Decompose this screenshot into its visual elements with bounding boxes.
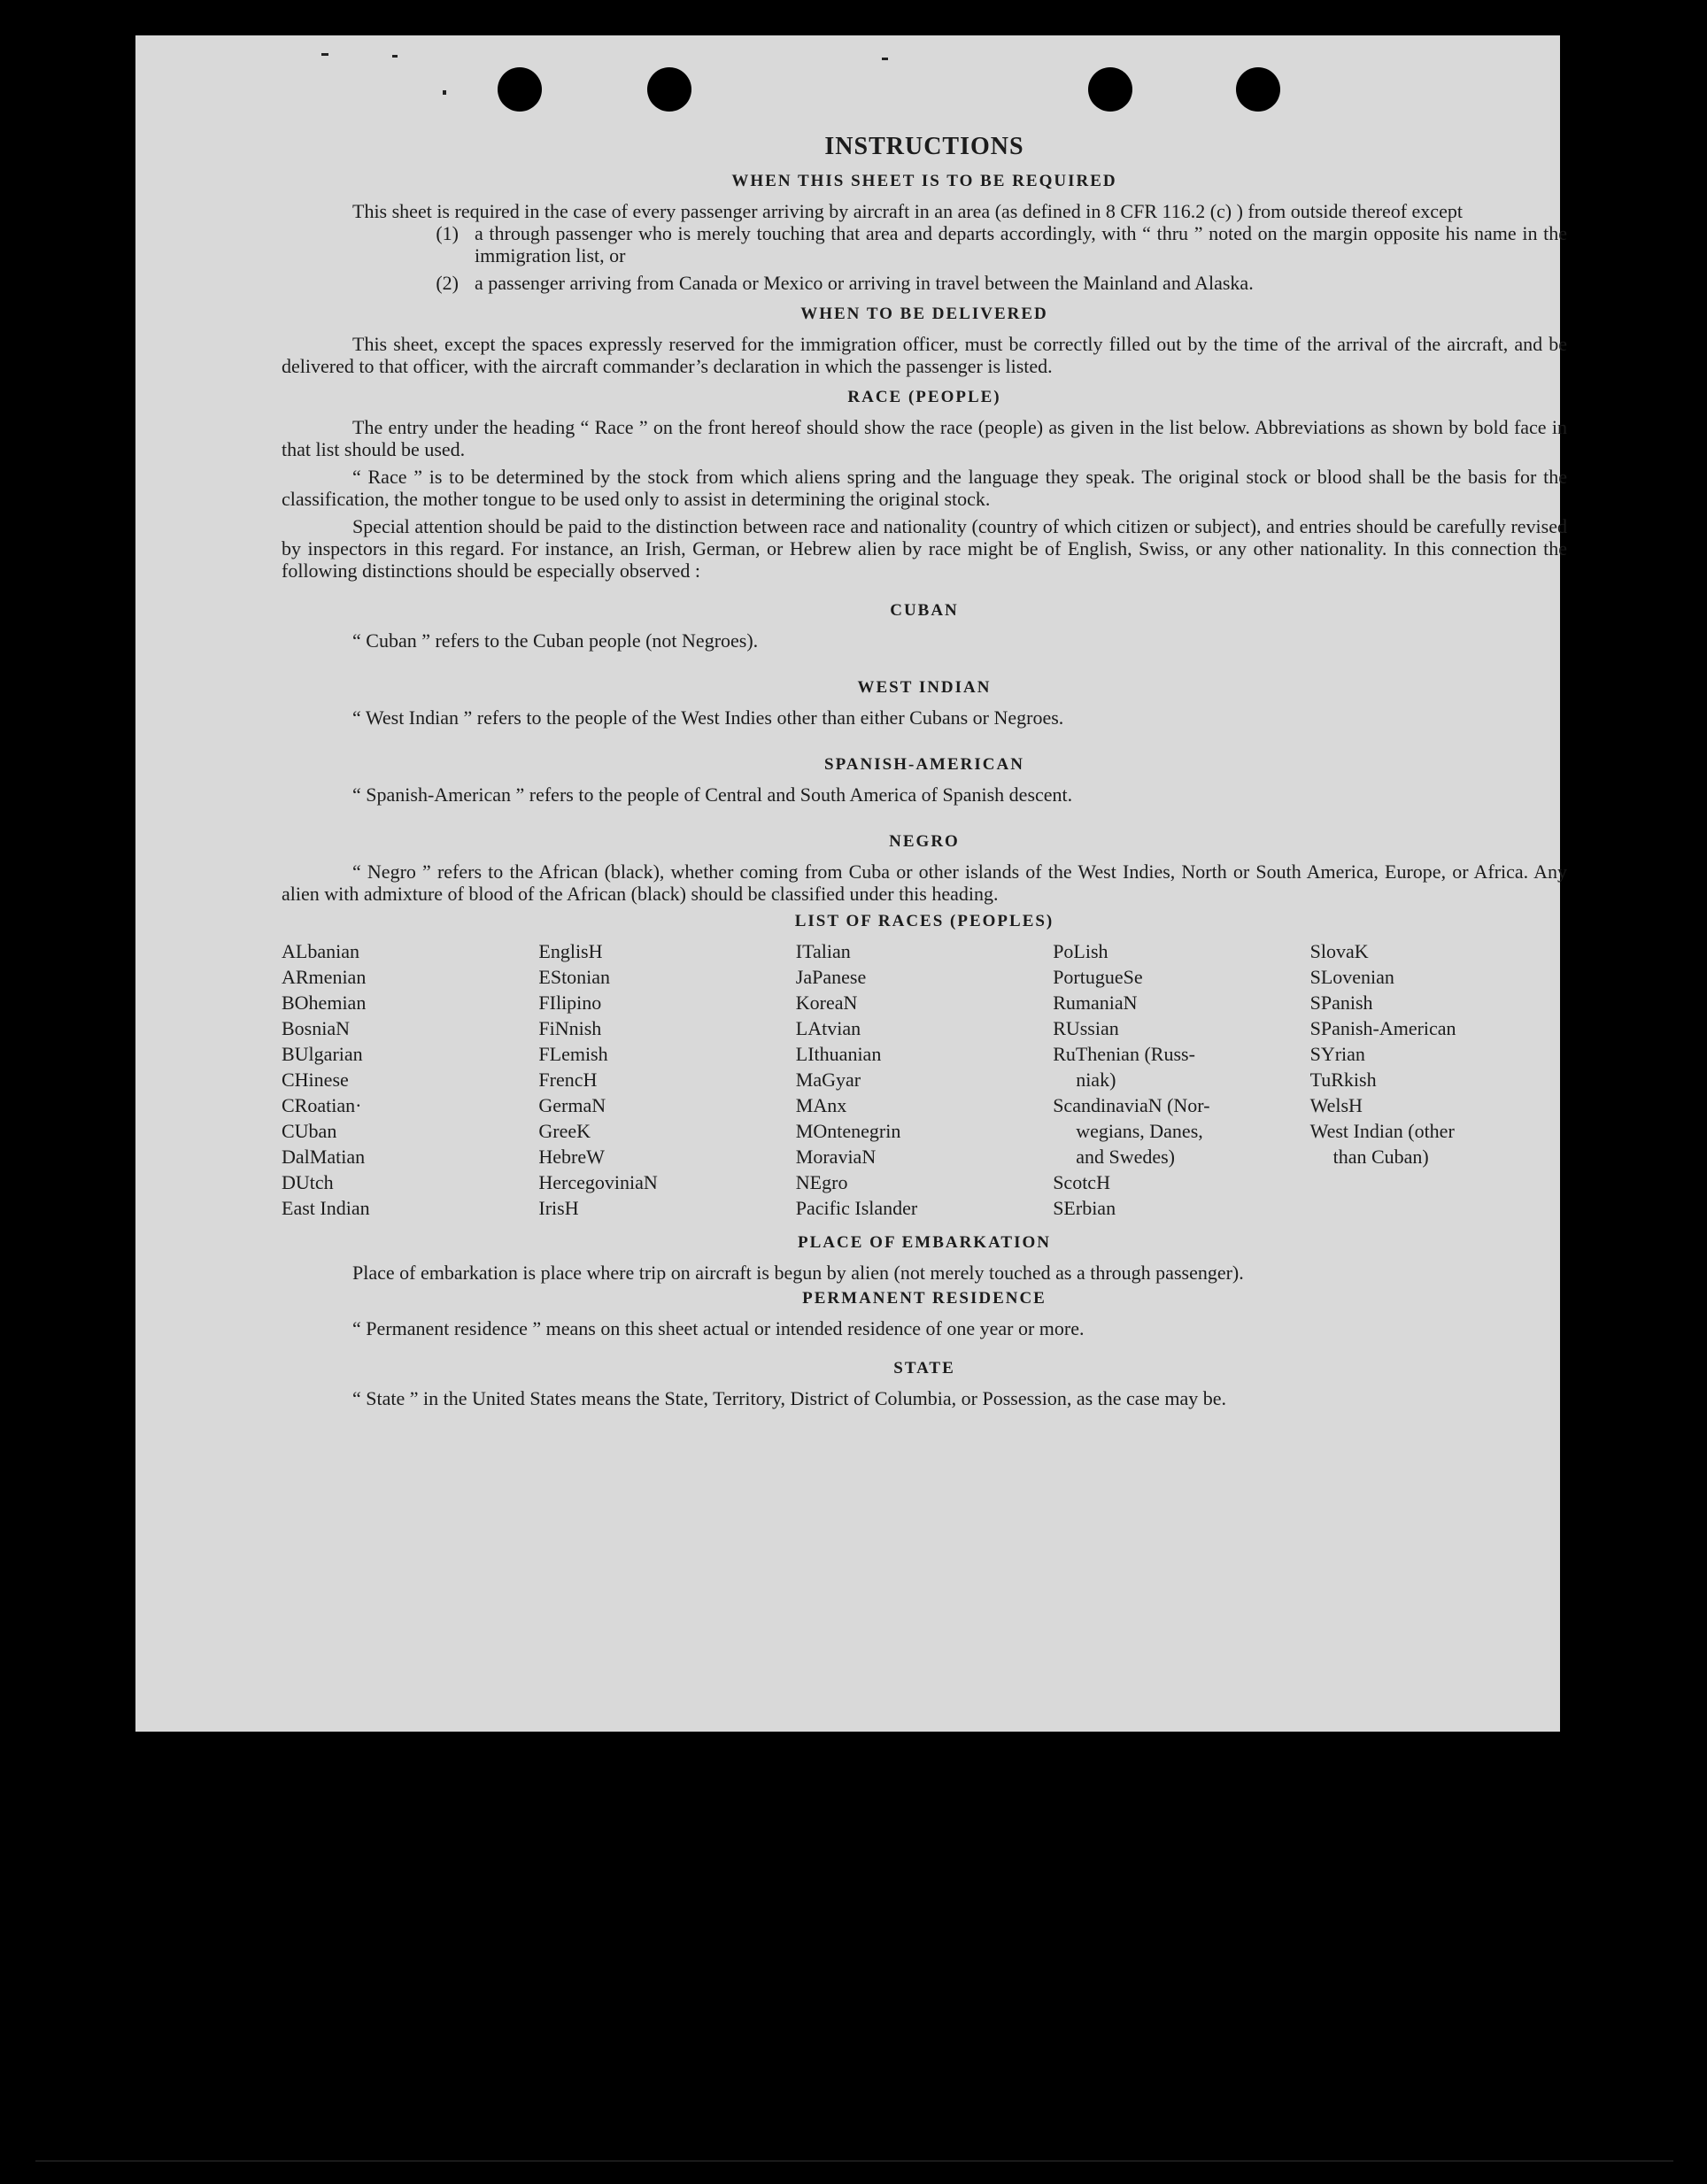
race-entry: ARmenian (282, 966, 367, 988)
race-entry: MoraviaN (795, 1146, 877, 1168)
punch-hole (647, 67, 691, 112)
section-heading-race: RACE (PEOPLE) (847, 388, 1001, 406)
race-entry: LAtvian (795, 1017, 861, 1039)
race-entry: SlovaK (1309, 940, 1369, 962)
race-entry: FiNnish (538, 1017, 602, 1039)
race-entry: NEgro (795, 1171, 848, 1193)
punch-hole (1088, 67, 1132, 112)
race-entry: East Indian (282, 1197, 370, 1219)
section-heading-when-required: WHEN THIS SHEET IS TO BE REQUIRED (731, 172, 1117, 190)
race-entry: MaGyar (795, 1069, 861, 1091)
race-entry: MAnx (795, 1094, 847, 1116)
race-entry-continued: and Swedes) (1076, 1146, 1175, 1168)
race-entry: CRoatian· (282, 1094, 362, 1116)
section-heading-place-of-embarkation: PLACE OF EMBARKATION (798, 1233, 1051, 1252)
race-entry: TuRkish (1309, 1069, 1377, 1091)
race-entry: FrencH (538, 1069, 598, 1091)
race-entry: IrisH (538, 1197, 579, 1219)
race-entry: GreeK (538, 1120, 591, 1142)
race-entry: BUlgarian (282, 1043, 363, 1065)
paragraph: Special attention should be paid to the distinction between race and nationality (country of which citizen or subject), and entries should be carefully revised by inspectors in this regard. For instance, an Irish, German, or Hebrew alien by race might be of English, Swiss, or any other nationality. In this connection the following distinctions should be especially observed : (282, 515, 1567, 582)
paragraph: “ Negro ” refers to the African (black), whether coming from Cuba or other islands of the West Indies, North or South America, Europe, or Africa. Any alien with admixture of blood of the African (black) should be classified under this heading. (282, 860, 1567, 905)
race-entry: SYrian (1309, 1043, 1365, 1065)
race-entry: RuThenian (Russ- (1053, 1043, 1195, 1065)
race-entry: SPanish-American (1309, 1017, 1456, 1039)
race-entry: GermaN (538, 1094, 606, 1116)
punch-hole (498, 67, 542, 112)
race-entry: DalMatian (282, 1146, 366, 1168)
race-entry: MOntenegrin (795, 1120, 901, 1142)
race-column (796, 938, 1053, 1221)
section-heading-list-of-races: LIST OF RACES (PEOPLES) (794, 912, 1054, 930)
race-entry: JaPanese (795, 966, 867, 988)
paragraph: “ Cuban ” refers to the Cuban people (not Negroes). (352, 629, 759, 652)
paragraph: “ West Indian ” refers to the people of the West Indies other than either Cubans or Negroes. (352, 706, 1064, 729)
race-entry: LIthuanian (795, 1043, 882, 1065)
document-page (135, 35, 1567, 1732)
race-entry: HercegoviniaN (538, 1171, 658, 1193)
race-entry: KoreaN (795, 992, 858, 1014)
section-heading-state: STATE (893, 1359, 955, 1378)
race-column (1053, 938, 1309, 1221)
race-entry: PortugueSe (1053, 966, 1143, 988)
race-column (538, 938, 795, 1221)
race-entry: PoLish (1053, 940, 1108, 962)
race-entry: CHinese (282, 1069, 349, 1091)
item-number: (1) (436, 222, 459, 244)
race-list-table (282, 938, 1567, 1221)
race-entry-continued: wegians, Danes, (1076, 1120, 1203, 1142)
race-entry: HebreW (538, 1146, 605, 1168)
section-heading-negro: NEGRO (889, 832, 960, 851)
race-entry: FLemish (538, 1043, 608, 1065)
punch-hole (1236, 67, 1280, 112)
list-item (282, 272, 1567, 294)
race-entry: SLovenian (1309, 966, 1394, 988)
race-entry: SErbian (1053, 1197, 1116, 1219)
race-entry: WelsH (1309, 1094, 1363, 1116)
race-entry: ScotcH (1053, 1171, 1110, 1193)
section-heading-spanish-american: SPANISH-AMERICAN (824, 755, 1024, 774)
race-entry: ScandinaviaN (Nor- (1053, 1094, 1210, 1116)
race-entry: DUtch (282, 1171, 334, 1193)
paragraph: The entry under the heading “ Race ” on the front hereof should show the race (people) as given in the list below. Abbreviations as shown by bold face in that list should be used. (282, 416, 1567, 460)
scan-speck (443, 90, 446, 95)
item-text: a through passenger who is merely touching that area and departs accordingly, with “ thru ” noted on the margin opposite his name in the immigration list, or (475, 222, 1567, 266)
paragraph: “ Permanent residence ” means on this sheet actual or intended residence of one year or more. (352, 1317, 1085, 1339)
paragraph: This sheet is required in the case of every passenger arriving by aircraft in an area (as defined in 8 CFR 116.2 (c) ) from outside thereof except (352, 200, 1463, 222)
page-title: INSTRUCTIONS (824, 133, 1024, 160)
race-entry: EnglisH (538, 940, 603, 962)
paragraph: “ Spanish-American ” refers to the people of Central and South America of Spanish descent. (352, 783, 1073, 806)
race-column (282, 938, 538, 1221)
paragraph: Place of embarkation is place where trip on aircraft is begun by alien (not merely touched as a through passenger). (352, 1262, 1244, 1284)
race-entry: ITalian (795, 940, 851, 962)
race-entry-continued: niak) (1076, 1069, 1116, 1091)
paragraph: “ Race ” is to be determined by the stock from which aliens spring and the language they speak. The original stock or blood shall be the basis for the classification, the mother tongue to be used only to assist in determining the original stock. (282, 466, 1567, 510)
race-entry-continued: than Cuban) (1332, 1146, 1429, 1168)
race-entry: EStonian (538, 966, 611, 988)
paragraph: This sheet, except the spaces expressly reserved for the immigration officer, must be correctly filled out by the time of the arrival of the aircraft, and be delivered to that officer, with the aircraft commander’s declaration in which the passenger is listed. (282, 333, 1567, 377)
race-entry: CUban (282, 1120, 337, 1142)
race-entry: Pacific Islander (795, 1197, 918, 1219)
section-heading-cuban: CUBAN (890, 601, 959, 620)
instructions-content (282, 133, 1567, 1409)
race-entry: FIlipino (538, 992, 602, 1014)
section-heading-west-indian: WEST INDIAN (857, 678, 992, 697)
section-heading-permanent-residence: PERMANENT RESIDENCE (802, 1289, 1047, 1308)
race-entry: RUssian (1053, 1017, 1119, 1039)
section-heading-when-delivered: WHEN TO BE DELIVERED (800, 305, 1048, 323)
list-item (282, 222, 1567, 266)
scan-speck (392, 55, 398, 58)
race-entry: BosniaN (282, 1017, 350, 1039)
scan-edge-line (35, 2160, 1673, 2162)
item-number: (2) (436, 272, 459, 294)
scan-speck (882, 58, 888, 60)
scan-speck (321, 53, 328, 56)
paragraph: “ State ” in the United States means the State, Territory, District of Columbia, or Possession, as the case may be. (352, 1387, 1227, 1409)
race-entry: BOhemian (282, 992, 367, 1014)
race-column (1310, 938, 1567, 1221)
race-entry: ALbanian (282, 940, 359, 962)
race-entry: SPanish (1309, 992, 1373, 1014)
race-entry: RumaniaN (1053, 992, 1138, 1014)
item-text: a passenger arriving from Canada or Mexico or arriving in travel between the Mainland and Alaska. (475, 272, 1254, 294)
race-entry: West Indian (other (1309, 1120, 1455, 1142)
